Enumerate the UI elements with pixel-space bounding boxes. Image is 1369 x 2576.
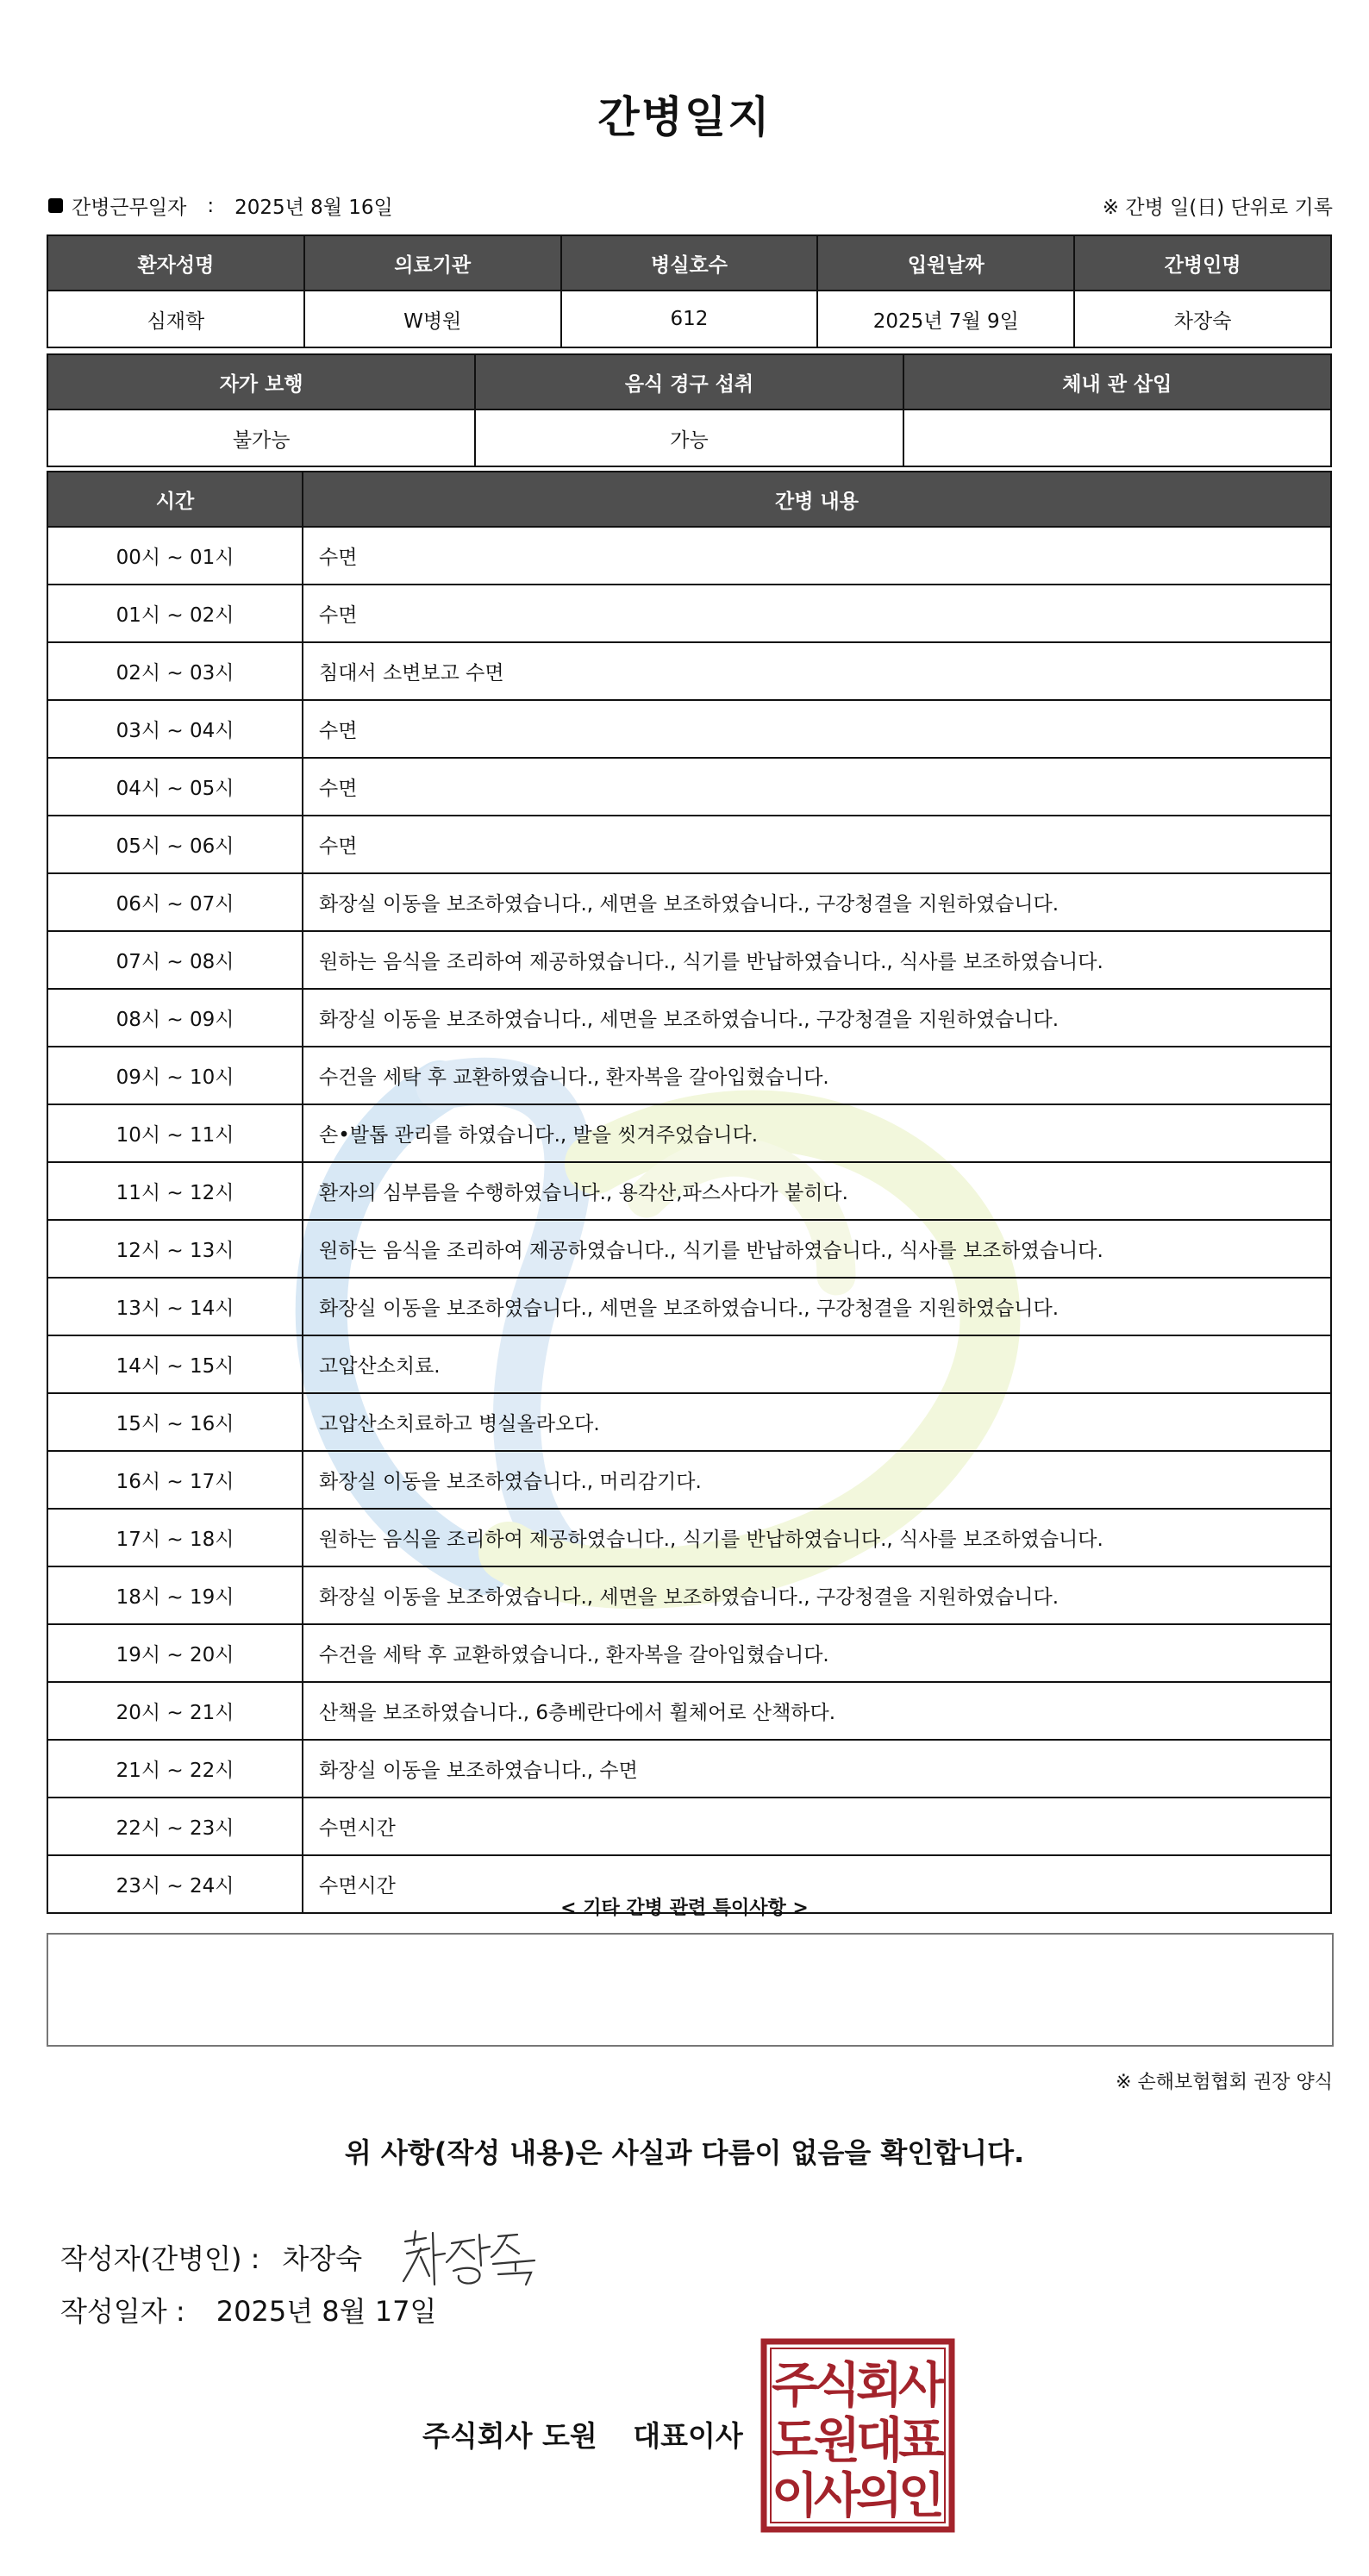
log-content: 수면 bbox=[303, 585, 1331, 642]
log-content: 화장실 이동을 보조하였습니다., 머리감기다. bbox=[303, 1451, 1331, 1509]
svg-text:이: 이 bbox=[771, 2468, 819, 2524]
svg-text:사: 사 bbox=[813, 2468, 861, 2524]
svg-text:원: 원 bbox=[813, 2413, 861, 2469]
svg-text:도: 도 bbox=[771, 2413, 819, 2469]
svg-text:의: 의 bbox=[855, 2468, 903, 2524]
svg-text:표: 표 bbox=[897, 2413, 946, 2469]
header-admission-date: 입원날짜 bbox=[817, 235, 1074, 291]
log-content: 수건을 세탁 후 교환하였습니다., 환자복을 갈아입혔습니다. bbox=[303, 1624, 1331, 1682]
log-content: 원하는 음식을 조리하여 제공하였습니다., 식기를 반납하였습니다., 식사를 보조하였습니다. bbox=[303, 1509, 1331, 1566]
log-content: 수면 bbox=[303, 816, 1331, 873]
log-row bbox=[47, 700, 1331, 758]
room-number: 612 bbox=[561, 291, 818, 347]
log-row bbox=[47, 1220, 1331, 1278]
care-log-table bbox=[47, 471, 1332, 1914]
log-row bbox=[47, 931, 1331, 989]
patient-name: 심재학 bbox=[47, 291, 304, 347]
log-row bbox=[47, 873, 1331, 931]
log-time: 23시 ~ 24시 bbox=[47, 1855, 303, 1913]
header-oral-intake: 음식 경구 섭취 bbox=[475, 354, 903, 410]
bullet-square-icon bbox=[48, 198, 63, 213]
log-row bbox=[47, 527, 1331, 585]
duty-date-separator: : bbox=[207, 194, 215, 217]
log-row bbox=[47, 816, 1331, 873]
log-time: 18시 ~ 19시 bbox=[47, 1566, 303, 1624]
log-content: 수면 bbox=[303, 700, 1331, 758]
log-content: 화장실 이동을 보조하였습니다., 세면을 보조하였습니다., 구강청결을 지원하였습니다. bbox=[303, 1278, 1331, 1335]
company-representative: 대표이사 bbox=[633, 2419, 743, 2453]
log-row bbox=[47, 1335, 1331, 1393]
log-time: 17시 ~ 18시 bbox=[47, 1509, 303, 1566]
company-line bbox=[422, 2414, 743, 2454]
log-time: 09시 ~ 10시 bbox=[47, 1047, 303, 1104]
log-time: 02시 ~ 03시 bbox=[47, 642, 303, 700]
log-content: 화장실 이동을 보조하였습니다., 세면을 보조하였습니다., 구강청결을 지원하였습니다. bbox=[303, 873, 1331, 931]
svg-text:식: 식 bbox=[813, 2358, 861, 2414]
log-content: 고압산소치료하고 병실올라오다. bbox=[303, 1393, 1331, 1451]
log-content: 손•발톱 관리를 하였습니다., 발을 씻겨주었습니다. bbox=[303, 1104, 1331, 1162]
patient-status-table bbox=[47, 353, 1332, 467]
header-walking: 자가 보행 bbox=[47, 354, 475, 410]
log-content: 수면시간 bbox=[303, 1798, 1331, 1855]
confirmation-statement: 위 사항(작성 내용)은 사실과 다름이 없음을 확인합니다. bbox=[344, 2136, 1025, 2169]
unit-note: ※ 간병 일(日) 단위로 기록 bbox=[1102, 197, 1333, 219]
log-row bbox=[47, 1740, 1331, 1798]
svg-text:인: 인 bbox=[897, 2468, 946, 2524]
admission-date: 2025년 7월 9일 bbox=[817, 291, 1074, 347]
company-name: 주식회사 도원 bbox=[422, 2419, 597, 2453]
written-date-label: 작성일자 : bbox=[60, 2295, 185, 2328]
special-notes-box bbox=[47, 1933, 1334, 2047]
log-content: 원하는 음식을 조리하여 제공하였습니다., 식기를 반납하였습니다., 식사를 보조하였습니다. bbox=[303, 931, 1331, 989]
log-content: 원하는 음식을 조리하여 제공하였습니다., 식기를 반납하였습니다., 식사를 보조하였습니다. bbox=[303, 1220, 1331, 1278]
duty-date-line bbox=[48, 191, 393, 220]
log-time: 20시 ~ 21시 bbox=[47, 1682, 303, 1740]
log-time: 21시 ~ 22시 bbox=[47, 1740, 303, 1798]
svg-text:주: 주 bbox=[771, 2358, 819, 2414]
log-row bbox=[47, 585, 1331, 642]
log-content: 환자의 심부름을 수행하였습니다., 용각산,파스사다가 붙히다. bbox=[303, 1162, 1331, 1220]
log-content: 수면 bbox=[303, 758, 1331, 816]
header-caregiver: 간병인명 bbox=[1074, 235, 1331, 291]
log-time: 11시 ~ 12시 bbox=[47, 1162, 303, 1220]
log-time: 06시 ~ 07시 bbox=[47, 873, 303, 931]
log-time: 14시 ~ 15시 bbox=[47, 1335, 303, 1393]
log-row bbox=[47, 758, 1331, 816]
log-row bbox=[47, 1393, 1331, 1451]
log-content: 고압산소치료. bbox=[303, 1335, 1331, 1393]
caregiver-name: 차장숙 bbox=[1074, 291, 1331, 347]
svg-text:대: 대 bbox=[855, 2413, 903, 2469]
tube-status bbox=[903, 410, 1331, 466]
log-time: 04시 ~ 05시 bbox=[47, 758, 303, 816]
log-content: 수건을 세탁 후 교환하였습니다., 환자복을 갈아입혔습니다. bbox=[303, 1047, 1331, 1104]
log-time: 16시 ~ 17시 bbox=[47, 1451, 303, 1509]
svg-text:회: 회 bbox=[855, 2358, 903, 2414]
author-name: 차장숙 bbox=[282, 2242, 363, 2275]
log-row bbox=[47, 1104, 1331, 1162]
log-time: 05시 ~ 06시 bbox=[47, 816, 303, 873]
author-label: 작성자(간병인) : bbox=[60, 2242, 260, 2275]
log-time: 12시 ~ 13시 bbox=[47, 1220, 303, 1278]
log-time: 22시 ~ 23시 bbox=[47, 1798, 303, 1855]
log-time: 03시 ~ 04시 bbox=[47, 700, 303, 758]
written-date-value: 2025년 8월 17일 bbox=[216, 2295, 437, 2328]
log-row bbox=[47, 1047, 1331, 1104]
log-time: 01시 ~ 02시 bbox=[47, 585, 303, 642]
log-row bbox=[47, 1162, 1331, 1220]
log-time: 00시 ~ 01시 bbox=[47, 527, 303, 585]
author-line bbox=[60, 2223, 543, 2292]
special-notes-title: < 기타 간병 관련 특이사항 > bbox=[560, 1898, 809, 1919]
log-row bbox=[47, 1451, 1331, 1509]
log-row bbox=[47, 1624, 1331, 1682]
log-row bbox=[47, 1509, 1331, 1566]
log-content: 산책을 보조하였습니다., 6층베란다에서 휠체어로 산책하다. bbox=[303, 1682, 1331, 1740]
log-row bbox=[47, 642, 1331, 700]
log-time: 08시 ~ 09시 bbox=[47, 989, 303, 1047]
log-row bbox=[47, 1855, 1331, 1913]
log-row bbox=[47, 989, 1331, 1047]
company-seal-stamp bbox=[759, 2336, 957, 2535]
log-time: 19시 ~ 20시 bbox=[47, 1624, 303, 1682]
log-row bbox=[47, 1798, 1331, 1855]
form-note: ※ 손해보험협회 권장 양식 bbox=[1116, 2072, 1333, 2093]
log-time: 07시 ~ 08시 bbox=[47, 931, 303, 989]
walking-status: 불가능 bbox=[47, 410, 475, 466]
oral-intake-status: 가능 bbox=[475, 410, 903, 466]
hospital: W병원 bbox=[304, 291, 561, 347]
handwritten-signature bbox=[397, 2223, 543, 2292]
log-row bbox=[47, 1682, 1331, 1740]
header-hospital: 의료기관 bbox=[304, 235, 561, 291]
log-content: 수면시간 bbox=[303, 1855, 1331, 1913]
written-date-line bbox=[60, 2290, 436, 2329]
log-content: 침대서 소변보고 수면 bbox=[303, 642, 1331, 700]
log-time: 10시 ~ 11시 bbox=[47, 1104, 303, 1162]
page-title: 간병일지 bbox=[597, 92, 772, 142]
header-room: 병실호수 bbox=[561, 235, 818, 291]
log-content: 수면 bbox=[303, 527, 1331, 585]
log-content: 화장실 이동을 보조하였습니다., 수면 bbox=[303, 1740, 1331, 1798]
log-content: 화장실 이동을 보조하였습니다., 세면을 보조하였습니다., 구강청결을 지원하였습니다. bbox=[303, 1566, 1331, 1624]
header-patient-name: 환자성명 bbox=[47, 235, 304, 291]
log-row bbox=[47, 1278, 1331, 1335]
header-time: 시간 bbox=[47, 472, 303, 527]
duty-date-value: 2025년 8월 16일 bbox=[234, 197, 393, 219]
log-time: 15시 ~ 16시 bbox=[47, 1393, 303, 1451]
header-tube: 체내 관 삽입 bbox=[903, 354, 1331, 410]
log-content: 화장실 이동을 보조하였습니다., 세면을 보조하였습니다., 구강청결을 지원하였습니다. bbox=[303, 989, 1331, 1047]
header-care-content: 간병 내용 bbox=[303, 472, 1331, 527]
duty-date-label: 간병근무일자 bbox=[72, 197, 187, 219]
patient-info-table bbox=[47, 234, 1332, 348]
log-row bbox=[47, 1566, 1331, 1624]
svg-text:사: 사 bbox=[897, 2358, 946, 2414]
log-time: 13시 ~ 14시 bbox=[47, 1278, 303, 1335]
